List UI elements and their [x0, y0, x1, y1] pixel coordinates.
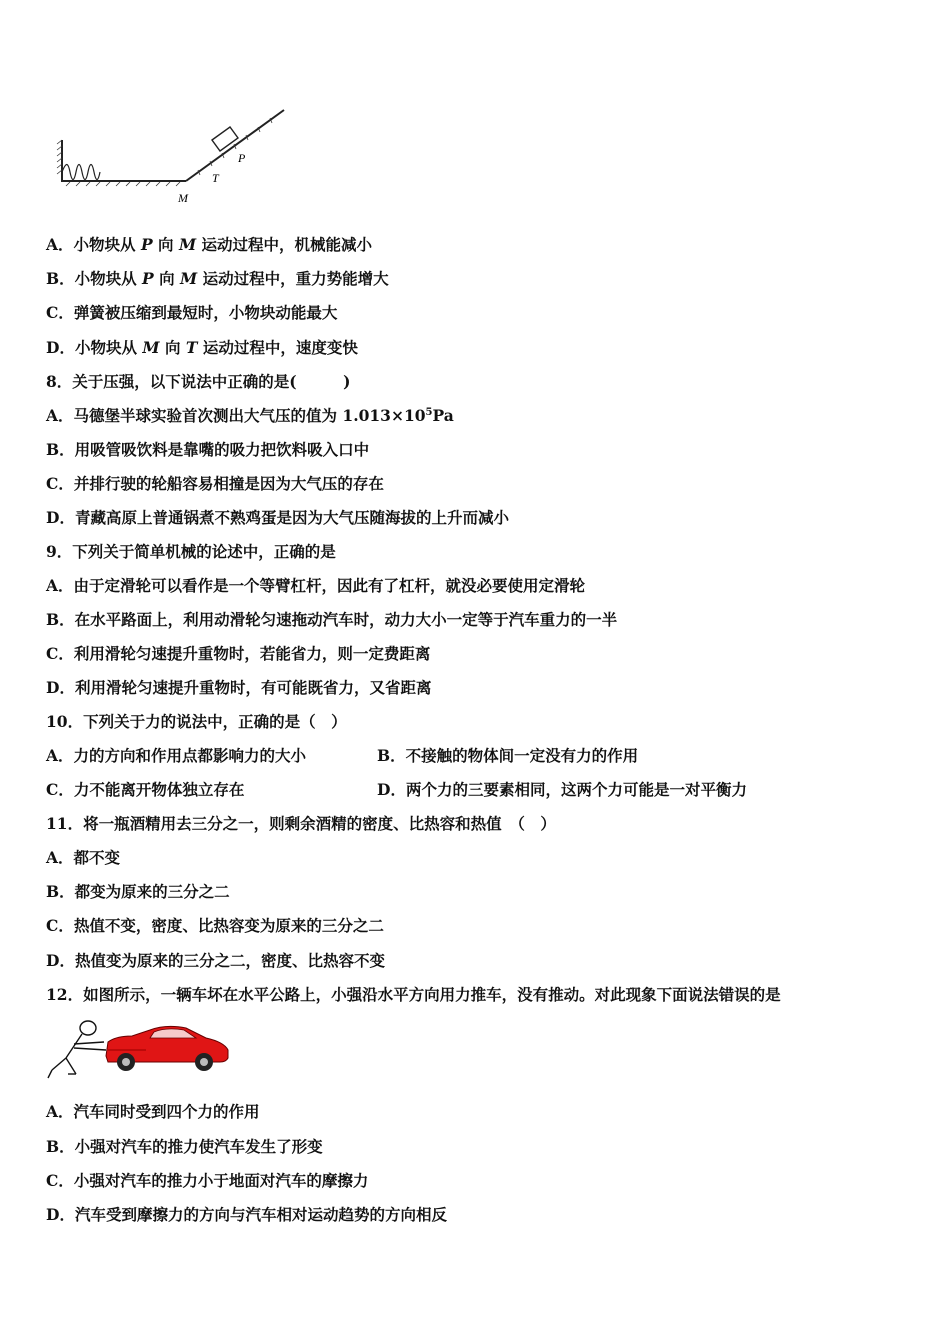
q7-option-d: D．小物块从 M 向 T 运动过程中，速度变快 — [46, 338, 358, 357]
q11-option-c: C．热值不变，密度、比热容变为原来的三分之二 — [46, 916, 384, 935]
q10-option-d: D．两个力的三要素相同，这两个力可能是一对平衡力 — [377, 780, 747, 799]
q10-option-a: A．力的方向和作用点都影响力的大小 — [46, 746, 307, 765]
q8-option-a: A．马德堡半球实验首次测出大气压的值为 $1.013\times 10^5Pa$ — [46, 406, 454, 425]
q8-stem: 8．关于压强，以下说法中正确的是( ) — [46, 372, 351, 391]
push-car-figure — [46, 1014, 232, 1082]
q7-option-b: B．小物块从 P 向 M 运动过程中，重力势能增大 — [46, 269, 389, 288]
q9-option-b: B．在水平路面上，利用动滑轮匀速拖动汽车时，动力大小一定等于汽车重力的一半 — [46, 610, 618, 629]
q9-stem: 9．下列关于简单机械的论述中，正确的是 — [46, 542, 336, 561]
label-m: M — [178, 191, 188, 205]
q12-option-a: A．汽车同时受到四个力的作用 — [46, 1102, 260, 1121]
q9-option-d: D．利用滑轮匀速提升重物时，有可能既省力，又省距离 — [46, 678, 432, 697]
label-p: P — [238, 151, 246, 165]
q9-option-c: C．利用滑轮匀速提升重物时，若能省力，则一定费距离 — [46, 644, 431, 663]
q9-option-a: A．由于定滑轮可以看作是一个等臂杠杆，因此有了杠杆，就没必要使用定滑轮 — [46, 576, 586, 595]
q10-option-b: B．不接触的物体间一定没有力的作用 — [377, 746, 639, 765]
q7-option-a: A．小物块从 P 向 M 运动过程中，机械能减小 — [46, 235, 373, 254]
q7-option-c: C．弹簧被压缩到最短时，小物块动能最大 — [46, 303, 338, 322]
q12-option-d: D．汽车受到摩擦力的方向与汽车相对运动趋势的方向相反 — [46, 1205, 447, 1224]
q8-option-d: D．青藏高原上普通锅煮不熟鸡蛋是因为大气压随海拔的上升而减小 — [46, 508, 509, 527]
label-t: T — [212, 171, 219, 185]
q12-option-b: B．小强对汽车的推力使汽车发生了形变 — [46, 1137, 323, 1156]
q10-option-c: C．力不能离开物体独立存在 — [46, 780, 245, 799]
incline-spring-figure — [50, 104, 290, 208]
q11-option-a: A．都不变 — [46, 848, 121, 867]
q12-option-c: C．小强对汽车的推力小于地面对汽车的摩擦力 — [46, 1171, 369, 1190]
q11-option-b: B．都变为原来的三分之二 — [46, 882, 230, 901]
q11-stem: 11．将一瓶酒精用去三分之一，则剩余酒精的密度、比热容和热值 （ ） — [46, 814, 556, 833]
q8-option-b: B．用吸管吸饮料是靠嘴的吸力把饮料吸入口中 — [46, 440, 370, 459]
q12-stem: 12．如图所示，一辆车坏在水平公路上，小强沿水平方向用力推车，没有推动。对此现象下面说法错误的是 — [46, 985, 781, 1004]
q11-option-d: D．热值变为原来的三分之二，密度、比热容不变 — [46, 951, 385, 970]
q10-stem: 10．下列关于力的说法中，正确的是（ ） — [46, 712, 347, 731]
q8-option-c: C．并排行驶的轮船容易相撞是因为大气压的存在 — [46, 474, 384, 493]
